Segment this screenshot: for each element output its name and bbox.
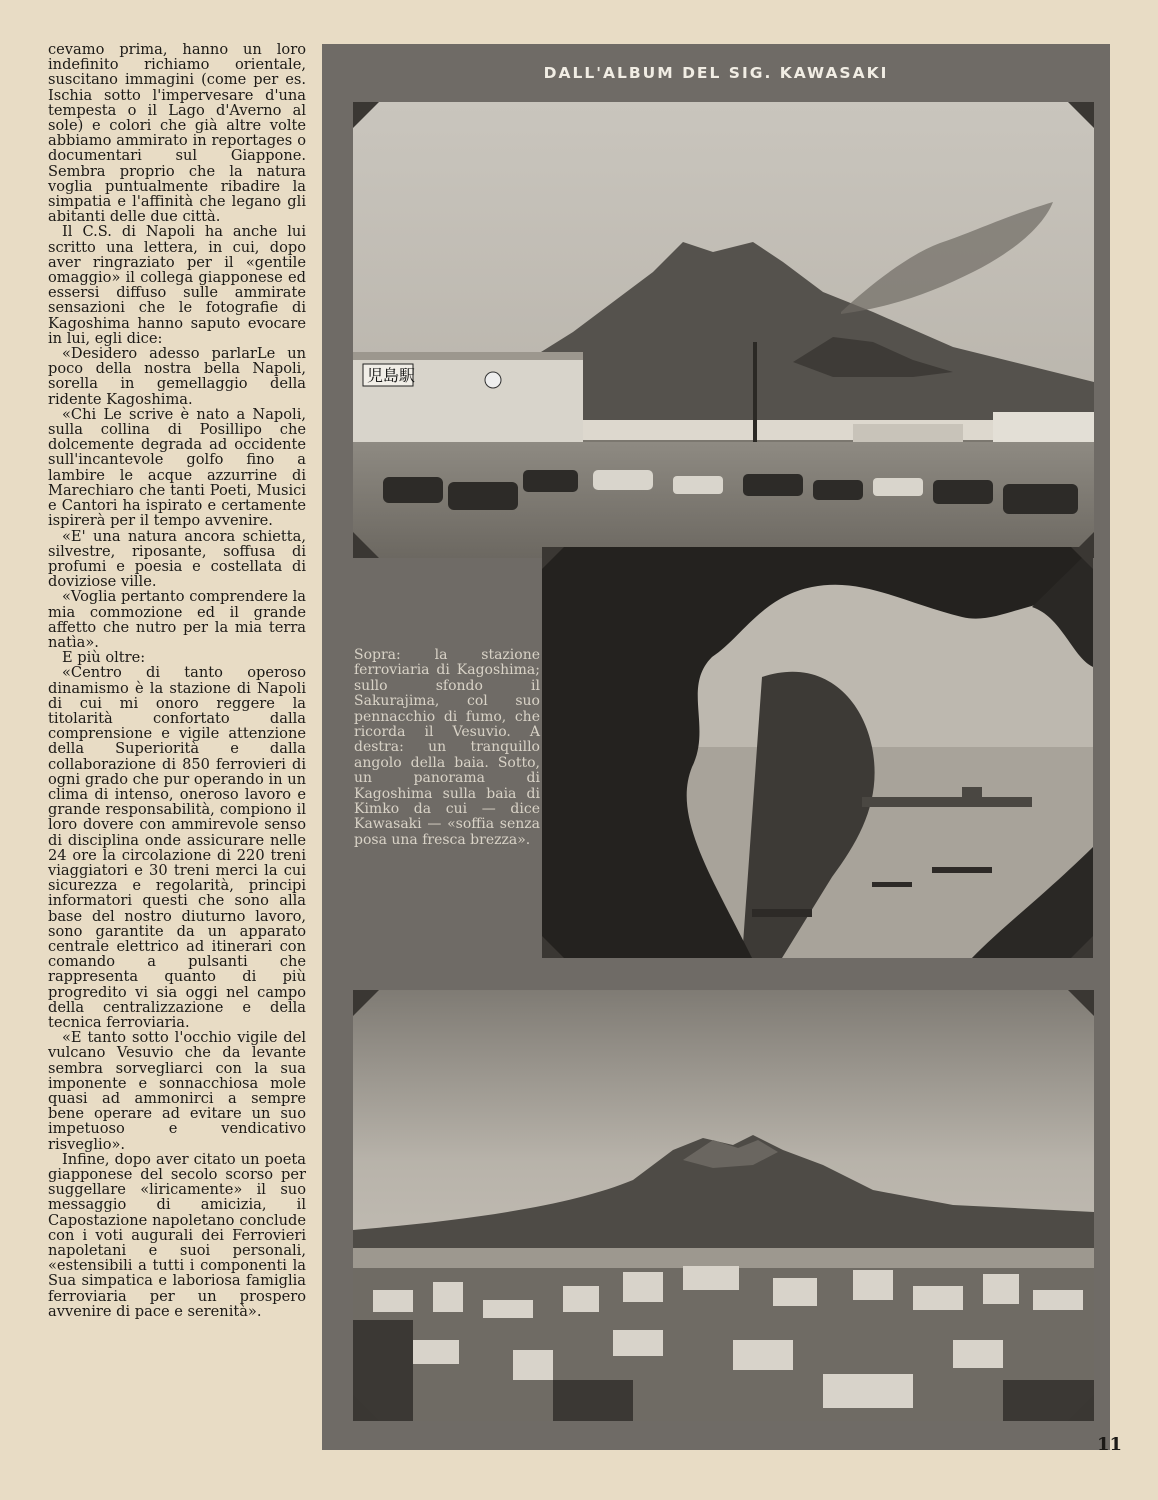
article-paragraph: cevamo prima, hanno un loro indefinito richiamo orientale, suscitano immagini (come per es. Ischia sotto l'impervesare d'una tempesta o il Lago d'Averno al sole) e colori che già altre volte abbiamo ammirato in reportages o documentari sul Giappone. Sembra proprio che la natura voglia puntualmente ribadire la simpatia e l'affinità che legano gli abitanti delle due città. xyxy=(48,41,306,226)
article-paragraph: «Voglia pertanto comprendere la mia commozione ed il grande affetto che nutro per la mia terra natìa». xyxy=(48,588,306,651)
station-photo xyxy=(353,102,1094,558)
article-paragraph: «Chi Le scrive è nato a Napoli, sulla collina di Posillipo che dolcemente degrada ad occidente sull'incantevole golfo fino a lambire le acque azzurrine di Marechiaro che tanti Poeti, Musici e Cantori ha ispirato e certamente ispirerà per il tempo avvenire. xyxy=(48,405,306,530)
panorama-photo-image xyxy=(353,990,1094,1421)
photo-caption: Sopra: la stazione ferroviaria di Kagoshima; sullo sfondo il Sakurajima, col suo pennacchio di fumo, che ricorda il Vesuvio. A destra: un tranquillo angolo della baia. Sotto, un panorama di Kagoshima sulla baia di Kimko da cui — dice Kawasaki — «soffia senza posa una fresca brezza». xyxy=(354,647,540,848)
bay-photo-image xyxy=(542,547,1093,958)
page-number: 11 xyxy=(1097,1434,1123,1455)
station-sign-text: 児島駅 xyxy=(367,366,416,385)
photo-album-panel xyxy=(322,44,1110,1450)
article-paragraph: Il C.S. di Napoli ha anche lui scritto una lettera, in cui, dopo aver ringraziato per il «gentile omaggio» il collega giapponese ed essersi diffuso sulle ammirate sensazioni che le fotografie di Kagoshima hanno saputo evocare in lui, egli dice: xyxy=(48,223,306,347)
album-title: DALL'ALBUM DEL SIG. KAWASAKI xyxy=(543,64,889,82)
article-paragraph: «Centro di tanto operoso dinamismo è la stazione di Napoli di cui mi onoro reggere la titolarità confortato dalla comprensione e vigile attenzione della Superiorità e dalla collaborazione di 850 ferrovieri di ogni grado che pur operando in un clima di intenso, oneroso lavoro e grande responsabilità, compiono il loro dovere con ammirevole senso di disciplina onde assicurare nelle 24 ore la circolazione di 220 treni viaggiatori e 30 treni merci la cui sicurezza e regolarità, principi informatori questi che sono alla base del nostro diuturno lavoro, sono garantite da un apparato centrale elettrico ad itinerari con comando a pulsanti che rappresenta quanto di più progredito vi sia oggi nel campo della centralizzazione e della tecnica ferroviaria. xyxy=(48,664,306,1031)
article-paragraph: E più oltre: xyxy=(62,649,146,667)
article-text-column xyxy=(48,42,306,1319)
article-paragraph: «E tanto sotto l'occhio vigile del vulcano Vesuvio che da levante sembra sorvegliarci con la sua imponente e sonnacchiosa mole quasi ad ammonirci a sempre bene operare ad evitare un suo impetuoso e vendicativo risveglio». xyxy=(48,1029,306,1153)
panorama-photo xyxy=(353,990,1094,1421)
bay-photo xyxy=(542,547,1093,958)
article-paragraph: Infine, dopo aver citato un poeta giapponese del secolo scorso per suggellare «liricamente» il suo messaggio di amicizia, il Capostazione napoletano conclude con i voti augurali dei Ferrovieri napoletani e suoi personali, «estensibili a tutti i componenti la Sua simpatica e laboriosa famiglia ferroviaria per un prospero avvenire di pace e serenità». xyxy=(48,1150,306,1320)
article-paragraph: «E' una natura ancora schietta, silvestre, riposante, soffusa di profumi e poesia e costellata di doviziose ville. xyxy=(48,527,306,591)
article-paragraph: «Desidero adesso parlarLe un poco della nostra bella Napoli, sorella in gemellaggio della ridente Kagoshima. xyxy=(48,345,306,408)
station-photo-image xyxy=(353,102,1094,558)
